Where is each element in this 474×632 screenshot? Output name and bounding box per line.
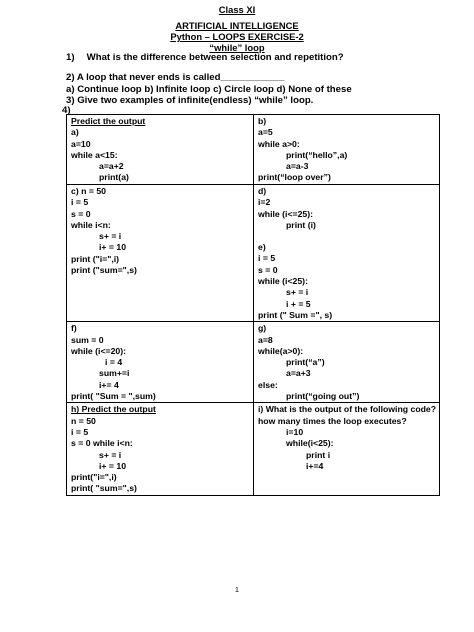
topic-heading: “while” loop xyxy=(209,42,265,53)
code-line: while a<15: xyxy=(71,149,118,160)
code-line: print(“loop over”) xyxy=(258,172,331,183)
question-1 xyxy=(66,52,344,63)
exercise-table xyxy=(66,114,440,496)
code-line: a=a+2 xyxy=(99,161,124,172)
code-line: print i xyxy=(306,449,331,460)
question-line: how many times the loop executes? xyxy=(258,415,407,426)
code-line: a=5 xyxy=(258,127,273,138)
cell-h xyxy=(67,403,254,495)
code-line: i+ = 10 xyxy=(99,242,127,253)
code-line: s+ = i xyxy=(99,231,122,242)
code-line: print(“a”) xyxy=(286,357,325,368)
code-line: s = 0 while i<n: xyxy=(71,438,133,449)
question-3: 3) Give two examples of infinite(endless) “while” loop. xyxy=(66,95,314,106)
code-line: while(a>0): xyxy=(258,345,304,356)
code-line: a=a+3 xyxy=(286,368,311,379)
code-line: print (" Sum =", s) xyxy=(258,309,333,320)
code-line: a=8 xyxy=(258,334,273,345)
question-2: 2) A loop that never ends is called____________ xyxy=(66,72,285,83)
code-line: print (i) xyxy=(286,219,316,230)
code-line: print(a) xyxy=(99,172,129,183)
cell-f xyxy=(67,322,254,403)
code-line: a=a-3 xyxy=(286,161,309,172)
code-line: i = 4 xyxy=(105,357,123,368)
code-line: while (i<=25): xyxy=(258,208,314,219)
code-line: print ("i=",i) xyxy=(71,253,120,264)
code-line: s = 0 xyxy=(71,208,91,219)
code-line: i+= 4 xyxy=(99,379,119,390)
question-2-options: a) Continue loop b) Infinite loop c) Circle loop d) None of these xyxy=(66,84,352,95)
predict-output-heading: Predict the output xyxy=(71,116,146,126)
code-line: f) xyxy=(71,323,77,334)
code-line: c) n = 50 xyxy=(71,186,107,196)
code-line: d) xyxy=(258,186,267,196)
code-line: print ("sum=",s) xyxy=(71,265,137,276)
cell-i xyxy=(254,403,440,495)
code-line: n = 50 xyxy=(71,415,96,426)
code-line: i = 5 xyxy=(71,197,89,208)
code-line: while(i<25): xyxy=(286,438,334,449)
subject-heading: ARTIFICIAL INTELLIGENCE xyxy=(175,20,299,31)
code-line: g) xyxy=(258,323,267,334)
code-line: print("i=",i) xyxy=(71,472,117,483)
code-line: print(“hello”,a) xyxy=(286,149,348,160)
cell-d-e xyxy=(254,185,440,322)
code-line: print(“going out”) xyxy=(286,391,360,402)
code-line: while i<n: xyxy=(71,219,111,230)
code-line: while (i<25): xyxy=(258,276,308,287)
question-line: i) What is the output of the following code? xyxy=(258,404,437,415)
question-4-number: 4) xyxy=(62,105,71,116)
code-line: i+ = 10 xyxy=(99,460,127,471)
code-line: e) xyxy=(258,242,266,253)
code-line: while a>0: xyxy=(258,138,300,149)
code-line: s+ = i xyxy=(99,449,122,460)
code-line: print( "sum=",s) xyxy=(71,483,137,494)
question-1-text: What is the difference between selection and repetition? xyxy=(86,52,344,63)
spacer-line xyxy=(258,231,436,242)
code-line: while (i<=20): xyxy=(71,345,127,356)
exercise-heading: Python – LOOPS EXERCISE-2 xyxy=(170,31,304,42)
code-line: i=2 xyxy=(258,197,271,208)
cell-b xyxy=(254,115,440,185)
code-line: i = 5 xyxy=(258,253,276,264)
code-line: a) xyxy=(71,127,79,138)
cell-a xyxy=(67,115,254,185)
code-line: else: xyxy=(258,379,278,390)
code-line: i+=4 xyxy=(306,460,324,471)
code-line: i = 5 xyxy=(71,426,89,437)
cell-g xyxy=(254,322,440,403)
class-heading: Class XI xyxy=(218,4,256,15)
code-line: b) xyxy=(258,116,267,126)
code-line: s = 0 xyxy=(258,264,278,275)
code-line: s+ = i xyxy=(286,287,309,298)
code-line: i + = 5 xyxy=(286,298,311,309)
code-line: sum+=i xyxy=(99,368,130,379)
code-line: sum = 0 xyxy=(71,334,104,345)
code-line: a=10 xyxy=(71,138,91,149)
code-line: print( "Sum = ",sum) xyxy=(71,391,156,402)
cell-c xyxy=(67,185,254,322)
predict-output-heading: h) Predict the output xyxy=(71,404,156,415)
question-1-number: 1) xyxy=(66,52,75,63)
page-number: 1 xyxy=(235,587,239,594)
code-line: i=10 xyxy=(286,426,304,437)
